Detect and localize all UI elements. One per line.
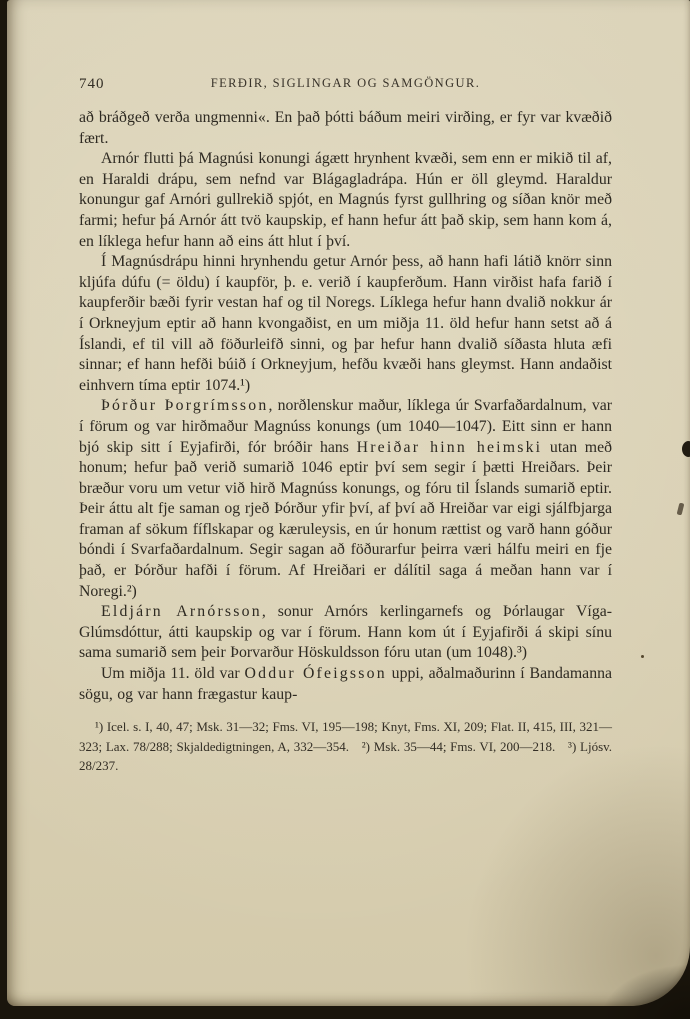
footnote-3: ³) Ljósv. 28/237. <box>79 738 613 774</box>
paragraph <box>79 664 612 705</box>
text-segment: Arnór flutti þá Magnúsi konungi ágætt hrynhent kvæði, sem enn er mikið til af, en Haraldi drápu, sem nefnd var Blágagladrápa. Hún er öll gleymd. Haraldur konungur gaf Arnóri gullrekið spjót, en Magnús fyrst gullhring og síðan knör með farmi; hefur þá Arnór átt tvö kaupskip, ef hann hefur átt það skip, sem hann kom á, en líklega hefur hann að eins átt hlut í því. <box>79 150 612 250</box>
text-segment: uppi, aðalmaðurinn í Bandamanna sögu, og var hann frægastur kaup- <box>79 665 613 703</box>
page-number: 740 <box>79 76 105 92</box>
text-segment: , sonur Arnórs kerlingarnefs og Þórlaugar Víga-Glúmsdóttur, átti kaupskip og var í förum. Hann kom út í Eyjafirði á skipi sínu sama sumarið sem þeir Þorvarður Höskuldsson fóru utan (um 1048).³) <box>79 603 612 662</box>
paragraph <box>79 108 612 149</box>
paragraph <box>79 396 612 602</box>
text-segment: , norðlenskur maður, líklega úr Svarfaðardalnum, var í förum og var hirðmaður Magnúss konungs (um 1040—1047). Eitt sinn er hann bjó skip sitt í Eyjafirði, fór bróðir hans <box>79 397 613 456</box>
footnote-1: ¹) Icel. s. I, 40, 47; Msk. 31—32; Fms. VI, 195—198; Knyt, Fms. XI, 209; Flat. II, 415, III, 321—323; Lax. 78/288; Skjaldedigtningen, A, 332—354. <box>79 719 612 754</box>
footnotes-block <box>79 717 612 776</box>
body-text <box>79 108 612 705</box>
scan-artifact-corner-shade <box>600 964 690 1019</box>
running-header: FERÐIR, SIGLINGAR OG SAMGÖNGUR. <box>210 76 481 90</box>
paragraph <box>79 149 612 252</box>
text-segment: Í Magnúsdrápu hinni hrynhendu getur Arnór þess, að hann hafi látið knörr sinn kljúfa dúfu (= öldu) í kaupför, þ. e. verið í kaupferðum. Hann virðist hafa farið í kaupferðir bæði fyrir vestan haf og til Noregs. Líklega hefur hann dvalið nokkur ár í Orkneyjum eptir að hann kvongaðist, en um miðja 11. öld hefur hann setst að á Íslandi, ef til vill að föðurleifð sinni, og þar hefur hann dvalið síðasta hluta æfi sinnar; ef hann hefði búið í Orkneyjum, hefðu kvæði hans gleymst. Hann andaðist einhvern tíma eptir 1074.¹) <box>79 253 612 394</box>
page-paper <box>7 0 690 1006</box>
scan-artifact-edge-notch <box>682 441 690 457</box>
paragraph <box>79 252 612 396</box>
page-header-row <box>79 76 612 94</box>
scan-artifact-ink-speck <box>641 655 644 658</box>
emphasized-name: Eldjárn Arnórsson <box>101 603 262 621</box>
emphasized-name: Hreiðar hinn heimski <box>356 438 543 456</box>
text-segment: Um miðja 11. öld var <box>101 665 245 683</box>
footnote-2: ²) Msk. 35—44; Fms. VI, 200—218. <box>361 738 556 754</box>
text-segment: utan með honum; hefur það verið sumarið 1046 eptir því sem segir í þætti Hreiðars. Þeir bræður voru um vetur við hirð Magnúss konungs, og fóru til Íslands sumarið eptir. Þeir áttu alt fje saman og rjeð Þórður yfir því, af því að Hreiðar var eigi sjálfbjarga framan af sökum fíflskapar og kæruleysis, en úr honum rættist og varð hann góður bóndi í Svarfaðardalnum. Segir sagan að föðurarfur þeirra væri hálfu meiri en fje það, er Þórður hafði í förum. Af Hreiðari er dálítil saga á meðan hann var í Noregi.²) <box>79 438 612 600</box>
text-segment: að bráðgeð verða ungmenni«. En það þótti báðum meiri virðing, er fyr var kvæðið fært. <box>79 109 612 147</box>
paragraph <box>79 602 612 664</box>
emphasized-name: Oddur Ófeigsson <box>244 665 387 683</box>
emphasized-name: Þórður Þorgrímsson <box>101 397 269 415</box>
